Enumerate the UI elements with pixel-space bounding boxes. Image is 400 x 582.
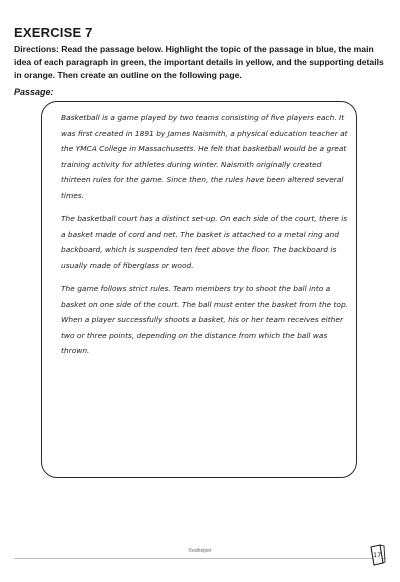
- passage-label: Passage:: [14, 87, 54, 97]
- footer-divider: [14, 558, 386, 559]
- directions-text: Directions: Read the passage below. Highlight the topic of the passage in blue, the main idea of each paragraph in green, the important details in yellow, and the supporting details in orange. Then create an outline on the following page.: [14, 44, 384, 80]
- passage-paragraph-1: Basketball is a game played by two teams consisting of five players each. It was first created in 1891 by James Naismith, a physical education teacher at the YMCA College in Massachusetts. He felt that basketball would be a great training activity for athletes during winter. Naismith originally created thirteen rules for the game. Since then, the rules have been altered several times.: [61, 113, 348, 200]
- page-number: 17: [373, 551, 382, 559]
- passage-paragraph-2: The basketball court has a distinct set-up. On each side of the court, there is a basket made of cord and net. The basket is attached to a metal ring and backboard, which is suspended ten feet above the floor. The backboard is usually made of fiberglass or wood.: [61, 214, 348, 270]
- page-number-badge: [368, 544, 386, 566]
- exercise-title: EXERCISE 7: [14, 25, 93, 40]
- passage-paragraph-3: The game follows strict rules. Team members try to shoot the ball into a basket on one side of the court. The ball must enter the basket from the top. When a player successfully shoots a basket, his or her team receives either two or three points, depending on the distance from which the ball was thrown.: [61, 284, 349, 356]
- passage-box: [41, 101, 357, 478]
- footer-logo: ©edhelper: [188, 548, 212, 554]
